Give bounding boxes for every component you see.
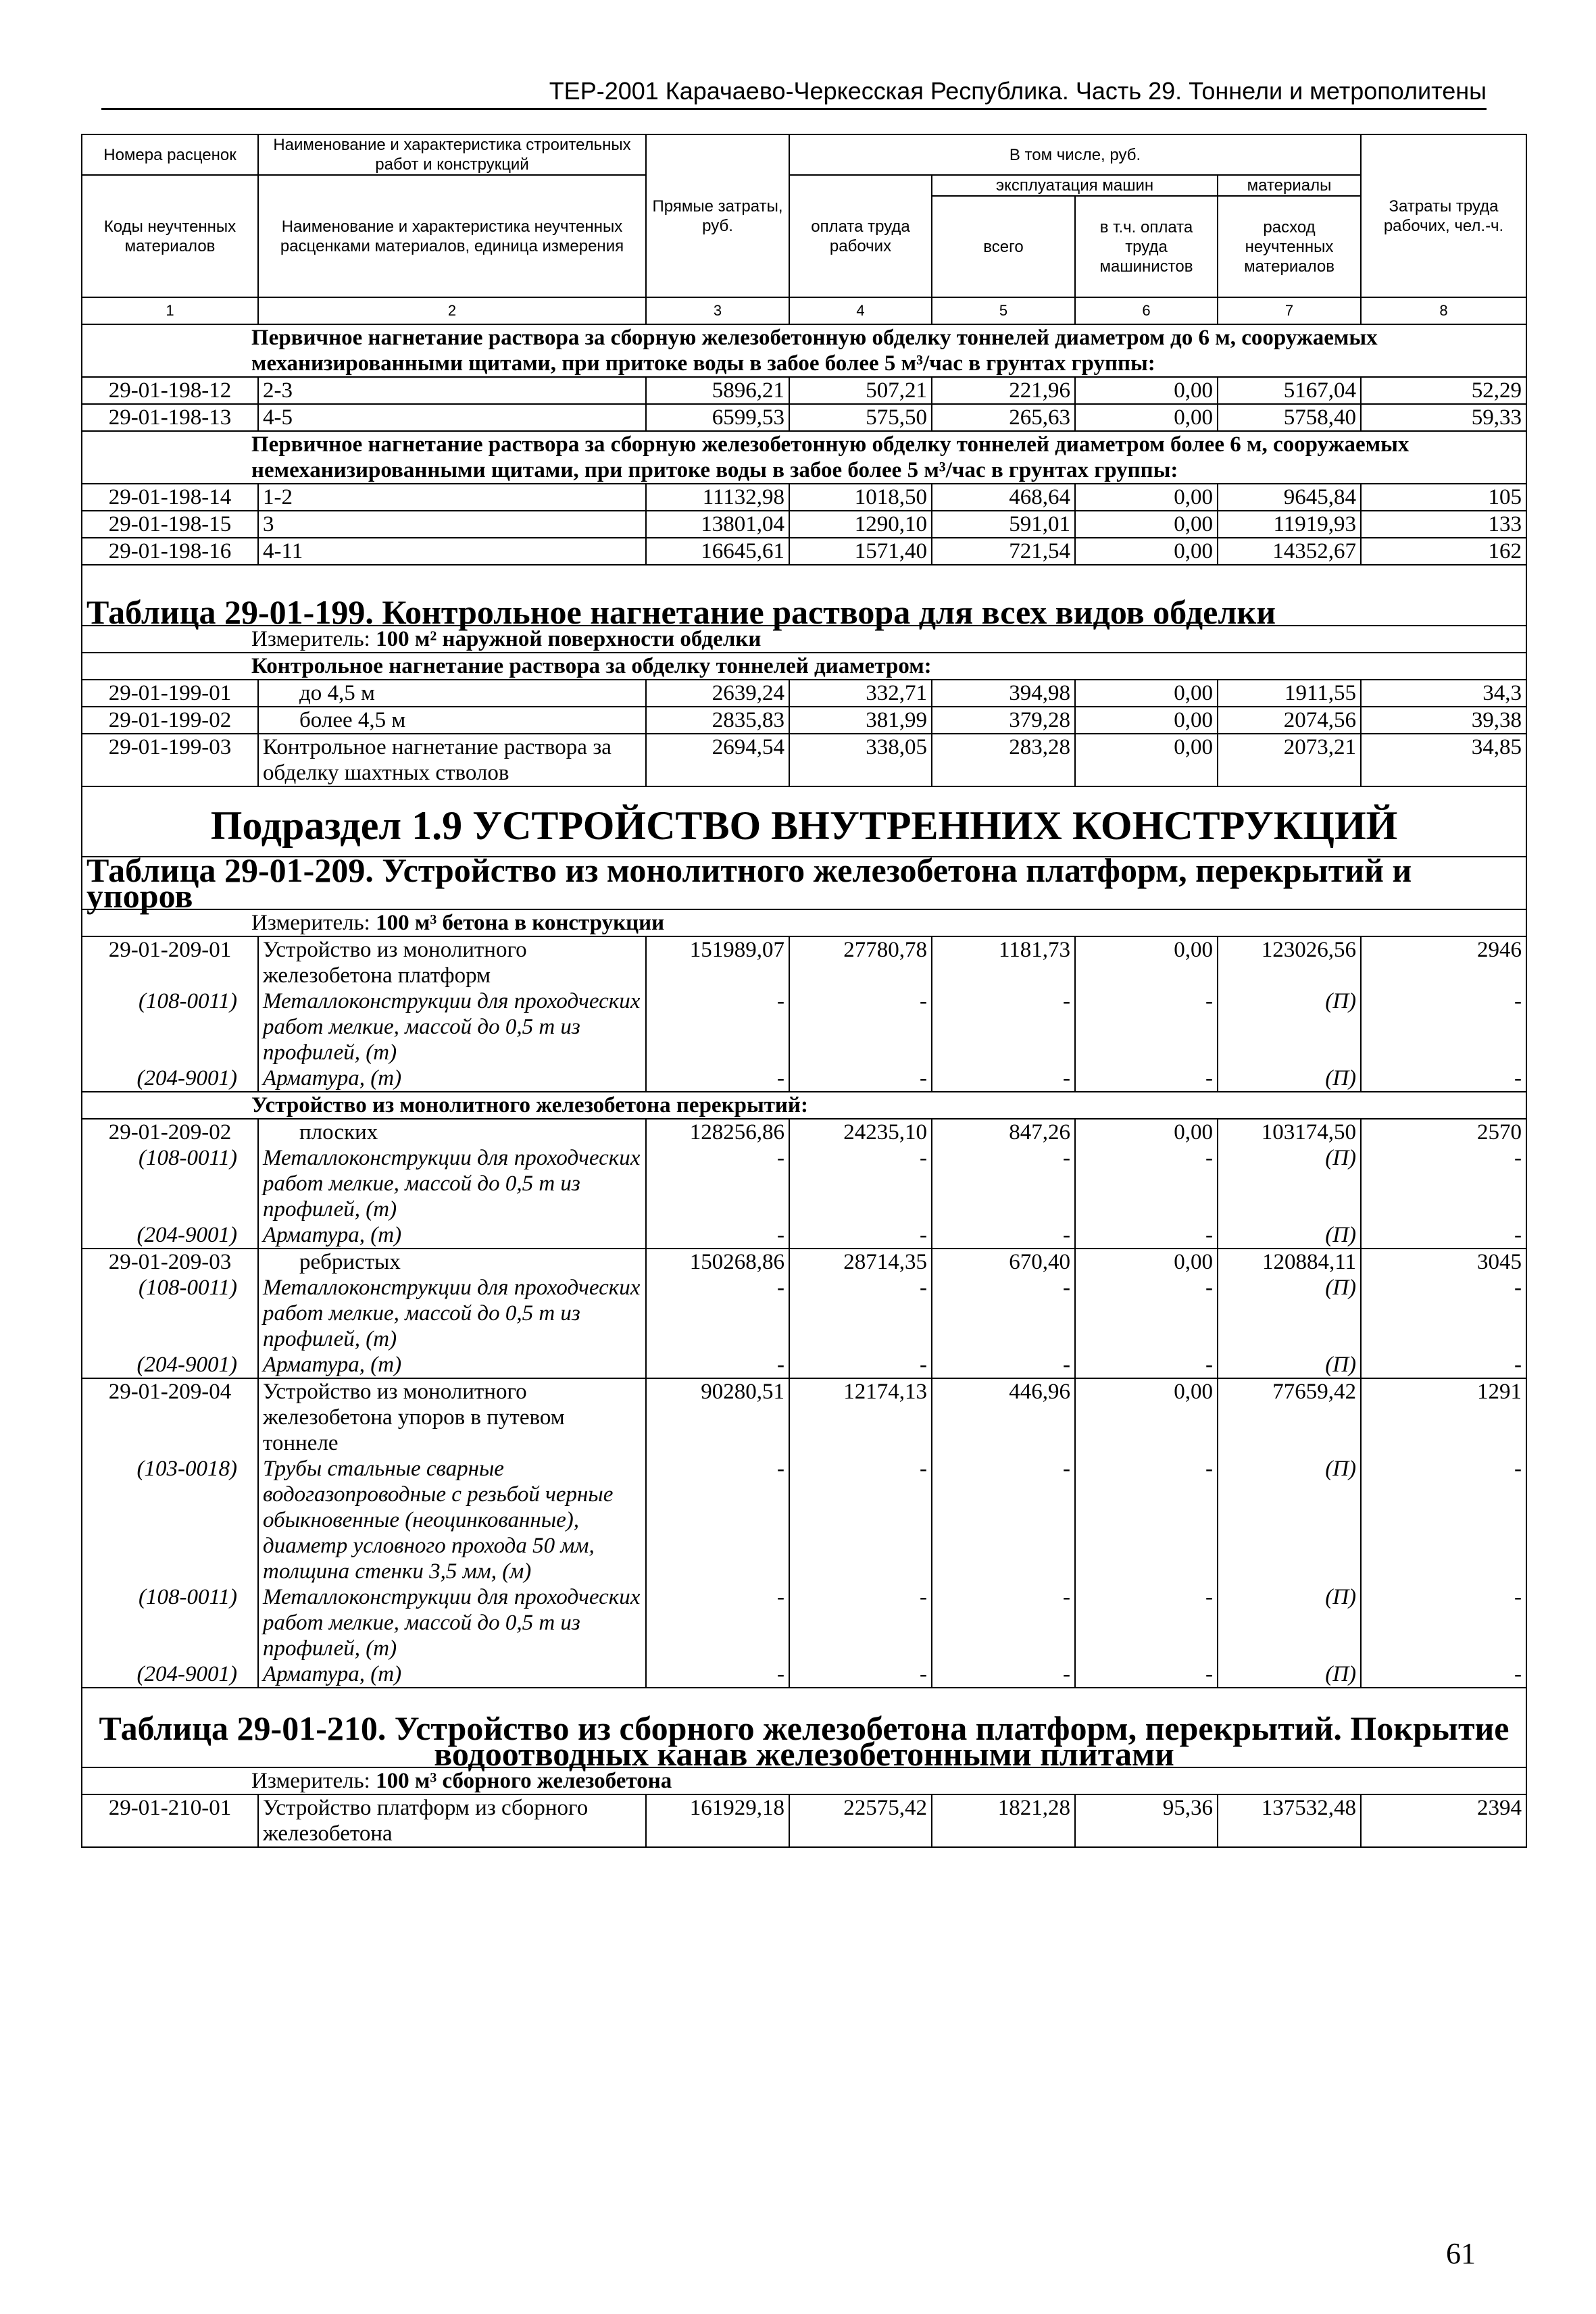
table-row: 29-01-198-14 1-2 11132,98 1018,50 468,64 0,00 9645,84 105 — [82, 484, 1526, 511]
section-heading: Устройство из монолитного железобетона перекрытий: — [82, 1092, 1526, 1119]
column-numbers-row: 1 2 3 4 5 6 7 8 — [82, 297, 1526, 324]
material-row: (108-0011) Металлоконструкции для проходческих работ мелкие, массой до 0,5 т из профилей, (т) - - - - (П) - — [82, 1145, 1526, 1222]
material-row: (103-0018) Трубы стальные сварные водогазопроводные с резьбой черные обыкновенные (неоцинкованные), диаметр условного прохода 50 мм, толщина стенки 3,5 мм, (м) - - - - (П) - — [82, 1456, 1526, 1584]
hdr-c2a: Наименование и характеристика строительных работ и конструкций — [258, 134, 646, 175]
page-number: 61 — [1446, 2237, 1476, 2270]
measure-line: Измеритель: 100 м³ сборного железобетона — [82, 1767, 1526, 1794]
material-row: (204-9001) Арматура, (т) - - - - (П) - — [82, 1065, 1526, 1092]
table-title: Таблица 29-01-210. Устройство из сборного железобетона платформ, перекрытий. Покрытие водоотводных канав железобетонными плитами — [82, 1688, 1526, 1767]
material-row: (204-9001) Арматура, (т) - - - - (П) - — [82, 1222, 1526, 1249]
table-row: 29-01-198-12 2-3 5896,21 507,21 221,96 0,00 5167,04 52,29 — [82, 377, 1526, 404]
table-row: 29-01-209-04 Устройство из монолитного железобетона упоров в путевом тоннеле 90280,51 12174,13 446,96 0,00 77659,42 1291 — [82, 1378, 1526, 1456]
material-row: (108-0011) Металлоконструкции для проходческих работ мелкие, массой до 0,5 т из профилей, (т) - - - - (П) - — [82, 1275, 1526, 1352]
material-row: (204-9001) Арматура, (т) - - - - (П) - — [82, 1352, 1526, 1378]
hdr-c7: расход неучтенных материалов — [1218, 196, 1361, 297]
hdr-c3: Прямые затраты, руб. — [646, 134, 789, 297]
hdr-c5: всего — [932, 196, 1075, 297]
table-row: 29-01-209-01 Устройство из монолитного железобетона платформ 151989,07 27780,78 1181,73 0,00 123026,56 2946 — [82, 936, 1526, 988]
rates-table — [81, 134, 1527, 1848]
material-row: (108-0011) Металлоконструкции для проходческих работ мелкие, массой до 0,5 т из профилей, (т) - - - - (П) - — [82, 988, 1526, 1065]
table-row: 29-01-198-16 4-11 16645,61 1571,40 721,54 0,00 14352,67 162 — [82, 538, 1526, 565]
table-row: 29-01-199-03 Контрольное нагнетание раствора за обделку шахтных стволов 2694,54 338,05 283,28 0,00 2073,21 34,85 — [82, 734, 1526, 786]
hdr-c2b: Наименование и характеристика неучтенных расценками материалов, единица измерения — [258, 175, 646, 297]
hdr-c6: в т.ч. оплата труда машинистов — [1075, 196, 1218, 297]
table-row: 29-01-199-01 до 4,5 м 2639,24 332,71 394,98 0,00 1911,55 34,3 — [82, 680, 1526, 707]
hdr-c1a: Номера расценок — [82, 134, 258, 175]
hdr-incl: В том числе, руб. — [789, 134, 1361, 175]
section-heading: Первичное нагнетание раствора за сборную железобетонную обделку тоннелей диаметром более 6 м, сооружаемых немеханизированными щитами, при притоке воды в забое более 5 м³/час в грунтах группы: — [82, 431, 1526, 484]
section-heading: Контрольное нагнетание раствора за обделку тоннелей диаметром: — [82, 653, 1526, 680]
hdr-c1b: Коды неучтенных материалов — [82, 175, 258, 297]
measure-line: Измеритель: 100 м² наружной поверхности обделки — [82, 626, 1526, 653]
table-row: 29-01-199-02 более 4,5 м 2835,83 381,99 379,28 0,00 2074,56 39,38 — [82, 707, 1526, 734]
material-row: (108-0011) Металлоконструкции для проходческих работ мелкие, массой до 0,5 т из профилей, (т) - - - - (П) - — [82, 1584, 1526, 1661]
header-title: ТЕР-2001 Карачаево-Черкесская Республика. Часть 29. Тоннели и метрополитены — [549, 77, 1487, 105]
subsection-title: Подраздел 1.9 УСТРОЙСТВО ВНУТРЕННИХ КОНСТРУКЦИЙ — [82, 786, 1526, 857]
measure-line: Измеритель: 100 м³ бетона в конструкции — [82, 909, 1526, 936]
table-row: 29-01-209-03 ребристых 150268,86 28714,35 670,40 0,00 120884,11 3045 — [82, 1249, 1526, 1275]
section-heading: Первичное нагнетание раствора за сборную железобетонную обделку тоннелей диаметром до 6 м, сооружаемых механизированными щитами, при притоке воды в забое более 5 м³/час в грунтах группы: — [82, 324, 1526, 377]
hdr-c8: Затраты труда рабочих, чел.-ч. — [1361, 134, 1526, 297]
table-title: Таблица 29-01-209. Устройство из монолитного железобетона платформ, перекрытий и упоров — [82, 857, 1526, 909]
hdr-machines: эксплуатация машин — [932, 175, 1218, 196]
table-row: 29-01-198-15 3 13801,04 1290,10 591,01 0,00 11919,93 133 — [82, 511, 1526, 538]
hdr-c4: оплата труда рабочих — [789, 175, 932, 297]
table-row: 29-01-210-01 Устройство платформ из сборного железобетона 161929,18 22575,42 1821,28 95,36 137532,48 2394 — [82, 1794, 1526, 1847]
material-row: (204-9001) Арматура, (т) - - - - (П) - — [82, 1661, 1526, 1688]
page-header — [101, 68, 1487, 110]
table-row: 29-01-209-02 плоских 128256,86 24235,10 847,26 0,00 103174,50 2570 — [82, 1119, 1526, 1145]
table-row: 29-01-198-13 4-5 6599,53 575,50 265,63 0,00 5758,40 59,33 — [82, 404, 1526, 431]
hdr-materials: материалы — [1218, 175, 1361, 196]
table-title: Таблица 29-01-199. Контрольное нагнетание раствора для всех видов обделки — [82, 565, 1526, 626]
